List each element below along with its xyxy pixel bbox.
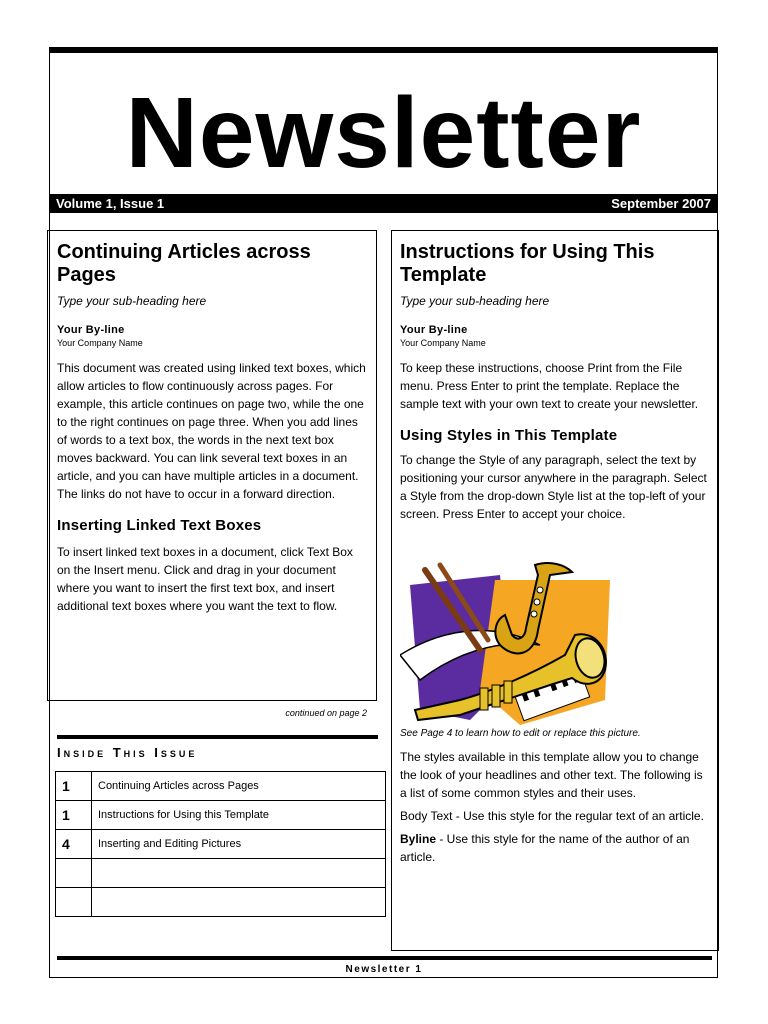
right-subheading: Type your sub-heading here	[400, 294, 550, 308]
issue-bar	[49, 194, 718, 213]
footer-rule	[57, 956, 712, 960]
styles-paragraph: The styles available in this template allow you to change the look of your headlines and other text. The following is a list of some common styles and their uses.	[400, 750, 703, 800]
toc-entry-label	[92, 888, 386, 917]
right-article-body: To keep these instructions, choose Print from the File menu. Press Enter to print the template. Replace the sample text with your own text to create your newsletter.	[400, 361, 699, 411]
right-article-title: Instructions for Using This Template	[400, 241, 655, 286]
left-article-body: This document was created using linked text boxes, which allow articles to flow continuously across pages. For example, this article continues on page two, while the one to the right continues on page three. When you add lines of words to a text box, the words in the next text box moves backward. You can link several text boxes in an article, and you can have multiple articles in a document. The links do not have to occur in a forward direction.	[57, 361, 366, 501]
toc-page-number	[56, 859, 92, 888]
left-subheading: Type your sub-heading here	[57, 294, 207, 308]
table-row	[56, 888, 386, 917]
byline-paragraph	[400, 830, 708, 866]
left-byline: Your By-line	[57, 324, 125, 336]
right-article	[400, 241, 708, 866]
issue-date: September 2007	[611, 196, 711, 211]
byline-style-desc: - Use this style for the name of the author of an article.	[400, 832, 690, 864]
toc-page-number: 1	[56, 772, 92, 801]
right-section-body: To change the Style of any paragraph, select the text by positioning your cursor anywhere in the paragraph. Select a Style from the drop-down Style list at the top-left of your screen. Press Enter to accept your choice.	[400, 453, 707, 521]
table-row	[56, 801, 386, 830]
right-byline: Your By-line	[400, 324, 468, 336]
toc-entry-label: Instructions for Using this Template	[92, 801, 386, 830]
left-section-body: To insert linked text boxes in a document, click Text Box on the Insert menu. Click and drag in your document where you want to insert the first text box, and insert additional text boxes where you want the text to flow.	[57, 545, 353, 613]
byline-style-label: Byline	[400, 832, 437, 846]
table-row	[56, 772, 386, 801]
continued-note: continued on page 2	[285, 708, 367, 718]
inside-table	[55, 771, 386, 917]
volume-issue: Volume 1, Issue 1	[56, 196, 165, 211]
toc-page-number: 4	[56, 830, 92, 859]
left-article	[57, 241, 367, 615]
left-section-heading: Inserting Linked Text Boxes	[57, 517, 262, 534]
table-row	[56, 830, 386, 859]
inside-this-issue-title: Inside This Issue	[57, 745, 198, 760]
left-company-name: Your Company Name	[57, 338, 143, 348]
toc-page-number	[56, 888, 92, 917]
picture-caption: See Page 4 to learn how to edit or replace this picture.	[400, 728, 641, 739]
masthead-title: Newsletter	[125, 77, 642, 189]
footer-page-label: Newsletter 1	[345, 964, 423, 975]
music-instruments-clipart-icon[interactable]	[400, 560, 614, 730]
toc-entry-label: Inserting and Editing Pictures	[92, 830, 386, 859]
inside-rule	[57, 735, 378, 739]
left-article-title: Continuing Articles across Pages	[57, 241, 311, 286]
toc-page-number: 1	[56, 801, 92, 830]
toc-entry-label	[92, 859, 386, 888]
body-text-paragraph: Body Text - Use this style for the regular text of an article.	[400, 809, 704, 823]
right-section-heading: Using Styles in This Template	[400, 427, 618, 444]
right-company-name: Your Company Name	[400, 338, 486, 348]
table-row	[56, 859, 386, 888]
toc-entry-label: Continuing Articles across Pages	[92, 772, 386, 801]
